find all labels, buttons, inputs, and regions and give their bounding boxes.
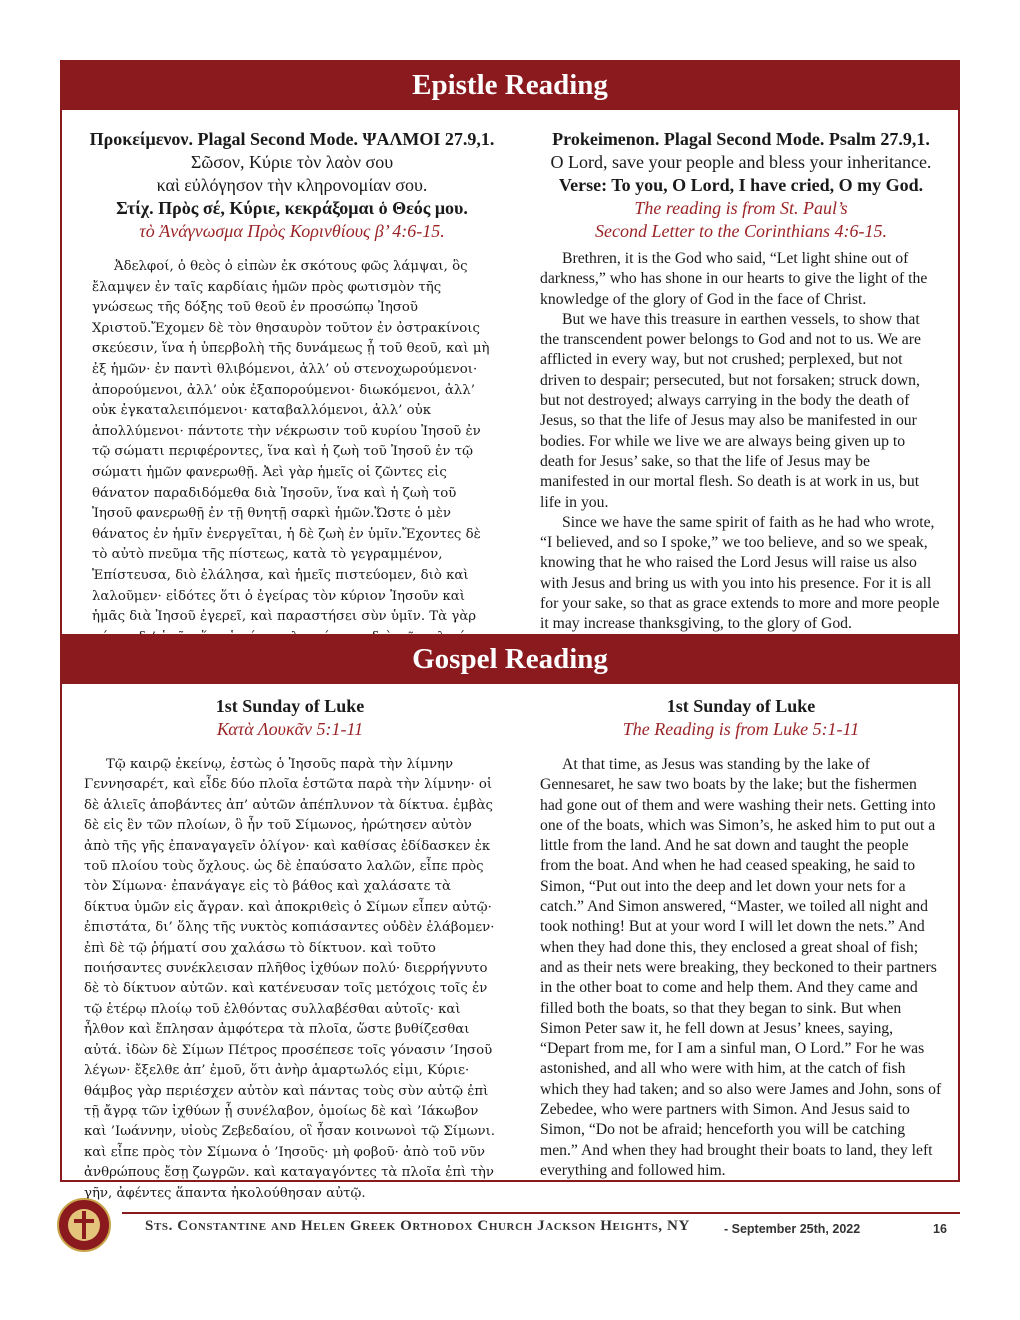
greek-psalm-line-2: καὶ εὐλόγησον τὴν κληρονομίαν σου. [156,175,428,195]
church-seal-logo [57,1198,111,1252]
gospel-english-text [540,755,942,1181]
english-epistle-reference-2: Second Letter to the Corinthians 4:6-15. [595,221,887,241]
epistle-greek-paragraph: Ἀδελφοί, ὁ θεὸς ὁ εἰπὼν ἐκ σκότους φῶς λάμψαι, ὃς ἔλαμψεν ἐν ταῖς καρδίαις ἡμῶν πρὸς φωτισμὸν τῆς γνώσεως τῆς δόξης τοῦ θεοῦ ἐν προσώπῳ Ἰησοῦ Χριστοῦ.Ἔχομεν δὲ τὸν θησαυρὸν τοῦτον ἐν ὀστρακίνοις σκεύεσιν, ἵνα ἡ ὑπερβολὴ τῆς δυνάμεως ᾖ τοῦ θεοῦ, καὶ μὴ ἐξ ἡμῶν· ἐν παντὶ θλιβόμενοι, ἀλλ’ οὐ στενοχωρούμενοι· ἀπορούμενοι, ἀλλ’ οὐκ ἐξαπορούμενοι· διωκόμενοι, ἀλλ’ οὐκ ἐγκαταλειπόμενοι· καταβαλλόμενοι, ἀλλ’ οὐκ ἀπολλύμενοι· πάντοτε τὴν νέκρωσιν τοῦ κυρίου Ἰησοῦ ἐν τῷ σώματι περιφέροντες, ἵνα καὶ ἡ ζωὴ τοῦ Ἰησοῦ ἐν τῷ σώματι ἡμῶν φανερωθῇ. Ἀεὶ γὰρ ἡμεῖς οἱ ζῶντες εἰς θάνατον παραδιδόμεθα διὰ Ἰησοῦν, ἵνα καὶ ἡ ζωὴ τοῦ Ἰησοῦ φανερωθῇ ἐν τῇ θνητῇ σαρκὶ ἡμῶν.Ὥστε ὁ μὲν θάνατος ἐν ἡμῖν ἐνεργεῖται, ἡ δὲ ζωὴ ἐν ὑμῖν.Ἔχοντες δὲ τὸ αὐτὸ πνεῦμα τῆς πίστεως, κατὰ τὸ γεγραμμένον, Ἐπίστευσα, διὸ ἐλάλησα, καὶ ἡμεῖς πιστεύομεν, διὸ καὶ λαλοῦμεν· εἰδότες ὅτι ὁ ἐγείρας τὸν κύριον Ἰησοῦν καὶ ἡμᾶς διὰ Ἰησοῦ ἐγερεῖ, καὶ παραστήσει σὺν ὑμῖν. Τὰ γὰρ [92,259,490,625]
english-epistle-reference-1: The reading is from St. Paul’s [634,198,848,218]
footer-divider [122,1212,960,1214]
gospel-greek-title: 1st Sunday of Luke [215,696,365,716]
gospel-greek-paragraph: Τῷ καιρῷ ἐκείνῳ, ἑστὼς ὁ Ἰησοῦς παρὰ τὴν λίμνην Γεννησαρέτ, καὶ εἶδε δύο πλοῖα ἑστῶτα παρὰ τὴν λίμνην· οἱ δὲ ἁλιεῖς ἀποβάντες ἀπ’ αὐτῶν ἀπέπλυνον τὰ δίκτυα. ἐμβὰς δὲ εἰς ἓν τῶν πλοίων, ὃ ἦν τοῦ Σίμωνος, ἠρώτησεν αὐτὸν ἀπὸ τῆς γῆς ἐπαναγαγεῖν ὀλίγον· καὶ καθίσας ἐδίδασκεν ἐκ τοῦ πλοίου τοὺς ὄχλους. ὡς δὲ ἐπαύσατο λαλῶν, εἶπε πρὸς τὸν Σίμωνα· ἐπανάγαγε εἰς τὸ βάθος καὶ χαλάσατε τὰ δίκτυα ὑμῶν εἰς ἄγραν. καὶ ἀποκριθεὶς ὁ Σίμων εἶπεν αὐτῷ· ἐπιστάτα, δι’ ὅλης τῆς νυκτὸς κοπιάσαντες οὐδὲν ἐλάβομεν· ἐπὶ δὲ τῷ ῥήματί σου χαλάσω τὸ δίκτυον. καὶ τοῦτο ποιήσαντες συνέκλεισαν πλῆθος ἰχθύων πολύ· διερρήγνυτο δὲ τὸ δίκτυον αὐτῶν. καὶ κατένευσαν τοῖς μετόχοις τοῖς ἐν τῷ ἑτέρῳ πλοίῳ τοῦ ἐλθόντας συλλαβέσθαι αὐτοῖς· καὶ ἦλθον καὶ ἔπλησαν ἀμφότερα τὰ πλοῖα, ὥστε βυθίζεσθαι αὐτά. ἰδὼν δὲ Σίμων Πέτρος προσέπεσε τοῖς γόνασιν ’Ιησοῦ λέγων· ἔξελθε ἀπ’ ἐμοῦ, ὅτι ἀνὴρ ἁμαρτωλός εἰμι, Κύριε· θάμβος γὰρ περιέσχεν αὐτὸν καὶ πάντας τοὺς σὺν αὐτῷ ἐπὶ τῇ ἄγρᾳ τῶν ἰχθύων ᾗ συνέλαβον, ὁμοίως δὲ καὶ ’Ιάκωβον καὶ ’Ιωάννην, υἱοὺς Ζεβεδαίου, οἳ ἦσαν κοινωνοὶ τῷ Σίμωνι. καὶ εἶπε πρὸς τὸν Σίμωνα ὁ ’Ιησοῦς· μὴ φοβοῦ· ἀπὸ τοῦ νῦν ἀνθρώπους ἔσῃ ζωγρῶν. καὶ καταγαγόντες τὰ πλοῖα ἐπὶ τὴν γῆν, ἀφέντες ἅπαντα ἠκολούθησαν αὐτῷ. [84,757,496,1201]
greek-prokeimenon: Προκείμενον. Plagal Second Mode. ΨΑΛΜΟΙ 27.9,1. [89,129,495,149]
gospel-banner: Gospel Reading [60,634,960,684]
epistle-english-paragraph-3: Since we have the same spirit of faith as he had who wrote, “I believed, and so I spoke,” we too believe, and so we speak, knowing that he who raised the Lord Jesus will raise us also with Jesus and bring us with you into his presence. For it is all for your sake, so that as grace extends to more and more people it may increase thanksgiving, to the glory of God. [540,513,940,633]
footer-church-name: Sts. Constantine and Helen Greek Orthodox Church Jackson Heights, NY [145,1218,690,1234]
footer-page-number: 16 [933,1222,947,1236]
greek-psalm-line-1: Σῶσον, Κύριε τὸν λαὸν σου [190,152,394,172]
seal-cross-bar [74,1219,94,1223]
greek-verse: Στίχ. Πρὸς σέ, Κύριε, κεκράξομαι ὁ Θεός μου. [116,198,468,218]
gospel-greek-header [84,695,496,741]
greek-epistle-reference: τὸ Ἀνάγνωσμα Πρὸς Κορινθίους β’ 4:6-15. [139,221,445,241]
gospel-greek-text [84,755,496,1204]
english-psalm-line: O Lord, save your people and bless your inheritance. [550,152,932,172]
english-verse: Verse: To you, O Lord, I have cried, O my God. [558,175,924,195]
gospel-greek-reference: Κατὰ Λουκᾶν 5:1-11 [216,719,364,739]
epistle-english-column [540,128,942,635]
gospel-english-paragraph: At that time, as Jesus was standing by the lake of Gennesaret, he saw two boats by the lake; but the fishermen had gone out of them and were washing their nets. Getting into one of the boats, which was Simon’s, he asked him to put out a little from the land. And he sat down and taught the people from the boat. And when he had ceased speaking, he said to Simon, “Put out into the deep and let down your nets for a catch.” And Simon answered, “Master, we toiled all night and took nothing! But at your word I will let down the nets.” And when they had done this, they enclosed a great shoal of fish; and as their nets were breaking, they beckoned to their partners in the other boat to come and help them. And they came and filled both the boats, so that they began to sink. But when Simon Peter saw it, he fell down at Jesus’ knees, saying, “Depart from me, for I am a sinful man, O Lord.” For he was astonished, and all who were with him, at the catch of fish which they had taken; and so also were James and John, sons of Zebedee, who were partners with Simon. And Jesus said to Simon, “Do not be afraid; henceforth you will be catching men.” And when they had brought their boats to land, they left everything and followed him. [540,756,942,1179]
seal-cross-icon [82,1211,86,1239]
gospel-english-header [540,695,942,741]
gospel-english-title: 1st Sunday of Luke [666,696,816,716]
epistle-english-header [540,128,942,243]
footer-date: - September 25th, 2022 [724,1222,861,1236]
gospel-greek-column [84,695,496,1204]
english-prokeimenon: Prokeimenon. Plagal Second Mode. Psalm 27.9,1. [552,129,930,149]
gospel-english-column [540,695,942,1181]
epistle-english-paragraph-2: But we have this treasure in earthen vessels, to show that the transcendent power belongs to God and not to us. We are afflicted in every way, but not crushed; perplexed, but not driven to despair; persecuted, but not forsaken; struck down, but not destroyed; always carrying in the body the death of Jesus, so that the life of Jesus may also be manifested in our bodies. For while we live we are always being given up to death for Jesus’ sake, so that the life of Jesus may be manifested in our mortal flesh. So death is at work in us, but life in you. [540,310,921,511]
gospel-english-reference: The Reading is from Luke 5:1-11 [622,719,860,739]
epistle-english-text [540,249,942,635]
epistle-english-paragraph-1: Brethren, it is the God who said, “Let light shine out of darkness,” who has shone in our hearts to give the light of the knowledge of the glory of God in the face of Christ. [540,250,928,308]
epistle-banner: Epistle Reading [60,60,960,110]
epistle-greek-text [88,257,496,669]
epistle-greek-column [88,128,496,669]
epistle-greek-header [88,128,496,243]
